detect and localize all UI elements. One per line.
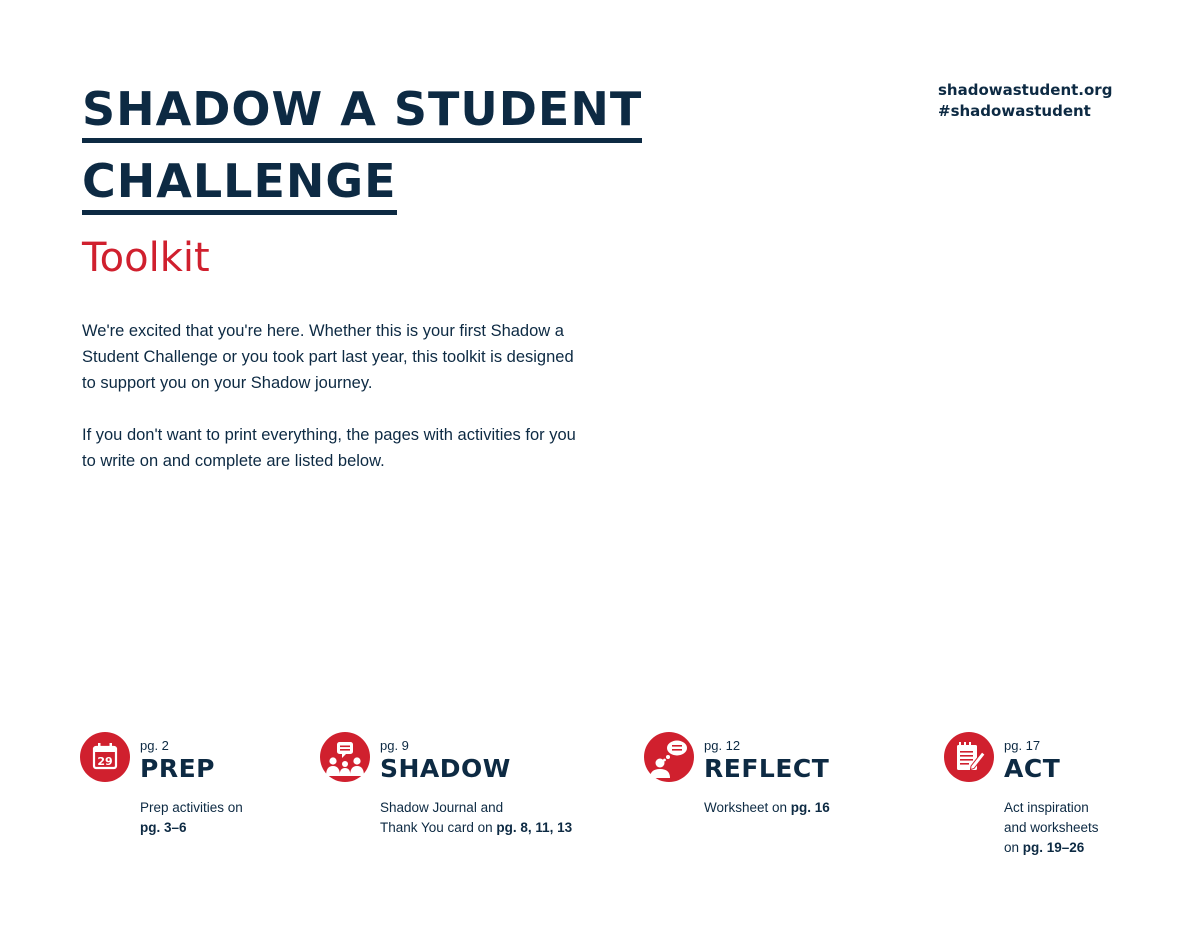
step-shadow-desc-prefix: Thank You card on [380,820,497,835]
subtitle: Toolkit [82,235,210,281]
step-prep-page: pg. 2 [140,738,169,753]
step-prep-desc [140,798,243,838]
step-shadow-name: SHADOW [380,754,511,783]
step-reflect-page: pg. 12 [704,738,741,753]
site-info [938,80,1112,122]
step-prep-desc-line1: Prep activities on [140,800,243,815]
calendar-icon [80,732,130,782]
step-act-desc-line1: Act inspiration [1004,800,1089,815]
step-act-name: ACT [1004,754,1061,783]
step-prep-desc-pages: pg. 3–6 [140,820,187,835]
step-act-desc-pages: pg. 19–26 [1022,840,1085,855]
step-act-page: pg. 17 [1004,738,1041,753]
step-reflect-name: REFLECT [704,754,830,783]
hashtag: #shadowastudent [938,102,1091,120]
people-chat-icon [320,732,370,782]
step-reflect-desc-pages: pg. 16 [790,800,830,815]
step-shadow-desc [380,798,572,838]
intro-text [82,318,582,500]
step-act-desc-line2: and worksheets [1004,820,1099,835]
notepad-pencil-icon [944,732,994,782]
intro-paragraph-2: If you don't want to print everything, the pages with activities for you to write on and complete are listed below. [82,426,576,470]
step-shadow-desc-pages: pg. 8, 11, 13 [496,820,573,835]
thinking-person-icon [644,732,694,782]
step-reflect-desc-prefix: Worksheet on [704,800,791,815]
step-reflect-desc [704,798,830,818]
step-act-desc [1004,798,1099,858]
website-link[interactable]: shadowastudent.org [938,81,1113,99]
intro-paragraph-1: We're excited that you're here. Whether this is your first Shadow a Student Challenge or you took part last year, this toolkit is designed to support you on your Shadow journey. [82,322,574,392]
step-act-desc-prefix: on [1004,840,1023,855]
title-line-1: SHADOW A STUDENT [82,86,642,143]
step-shadow-page: pg. 9 [380,738,409,753]
step-prep-name: PREP [140,754,215,783]
step-shadow-desc-line1: Shadow Journal and [380,800,504,815]
calendar-day: 29 [97,755,113,768]
title-line-2: CHALLENGE [82,158,397,215]
